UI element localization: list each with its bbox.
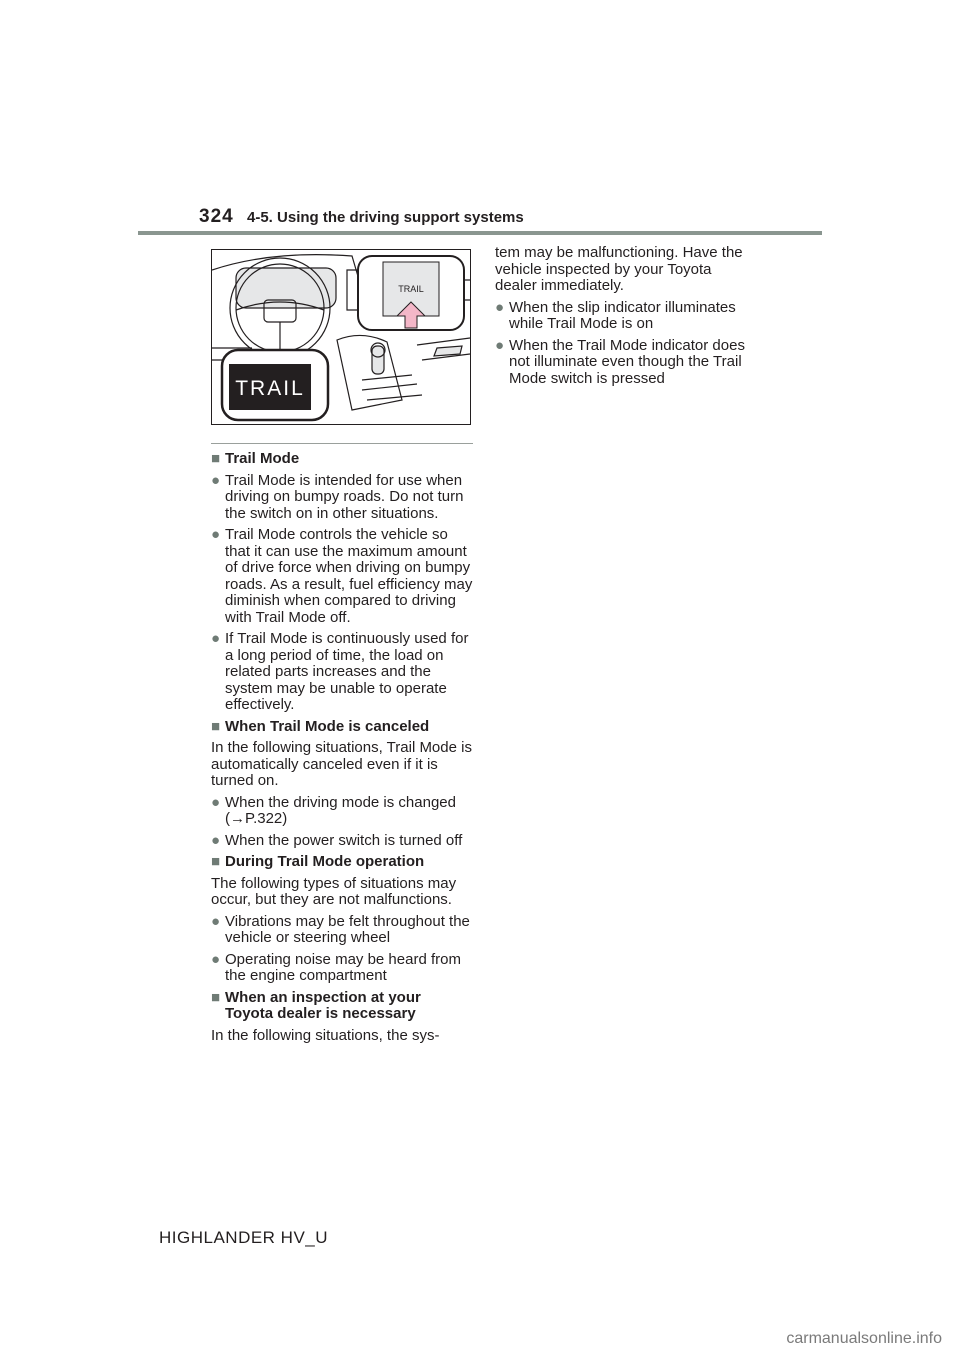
- list-item: ● Vibrations may be felt throughout the vehicle or steering wheel: [211, 912, 470, 946]
- callout-small-label: TRAIL: [398, 284, 424, 294]
- list-item: ● When the slip indicator illuminates while Trail Mode is on: [495, 298, 736, 332]
- paragraph: tem may be malfunctioning. Have the vehicle inspected by your Toyota dealer immediately.: [495, 244, 743, 294]
- list-item: ● When the driving mode is changed (→P.322): [211, 793, 456, 827]
- trail-mode-figure: [211, 249, 471, 425]
- footer-model: HIGHLANDER HV_U: [159, 1228, 329, 1247]
- header-divider: [138, 231, 822, 235]
- trail-button-label: TRAIL: [235, 377, 305, 400]
- heading-trail-mode-operation: ■ During Trail Mode operation: [211, 853, 425, 870]
- watermark: carmanualsonline.info: [786, 1330, 942, 1347]
- right-column: [495, 245, 757, 392]
- page-number: 324: [199, 206, 234, 227]
- list-item: ● When the Trail Mode indicator does not illuminate even though the Trail Mode switch is pressed: [495, 336, 745, 387]
- paragraph: The following types of situations may occur, but they are not malfunctions.: [211, 874, 457, 908]
- figure-separator: [211, 443, 473, 444]
- heading-trail-mode-canceled: ■ When Trail Mode is canceled: [211, 717, 430, 735]
- list-item: ● If Trail Mode is continuously used for a long period of time, the load on related parts increases and the system may be unable to operate effectively.: [211, 630, 469, 713]
- list-item: ● Operating noise may be heard from the engine compartment: [211, 950, 461, 984]
- heading-trail-mode: ■ Trail Mode: [211, 450, 300, 467]
- list-item: ● Trail Mode controls the vehicle so that it can use the maximum amount of drive force when driving on bumpy roads. As a result, fuel efficiency may diminish when compared to driving with Trail Mode off.: [211, 526, 473, 626]
- heading-inspection-necessary: ■ When an inspection at your Toyota dealer is necessary: [211, 988, 421, 1022]
- list-item: ● When the power switch is turned off: [211, 831, 463, 849]
- section-title: 4-5. Using the driving support systems: [247, 209, 524, 226]
- left-column: [211, 443, 473, 1049]
- dashboard-illustration: [212, 250, 470, 424]
- paragraph: In the following situations, Trail Mode is automatically canceled even if it is turned on.: [211, 739, 472, 789]
- paragraph: In the following situations, the sys-: [211, 1026, 440, 1044]
- list-item: ● Trail Mode is intended for use when driving on bumpy roads. Do not turn the switch on in other situations.: [211, 471, 464, 522]
